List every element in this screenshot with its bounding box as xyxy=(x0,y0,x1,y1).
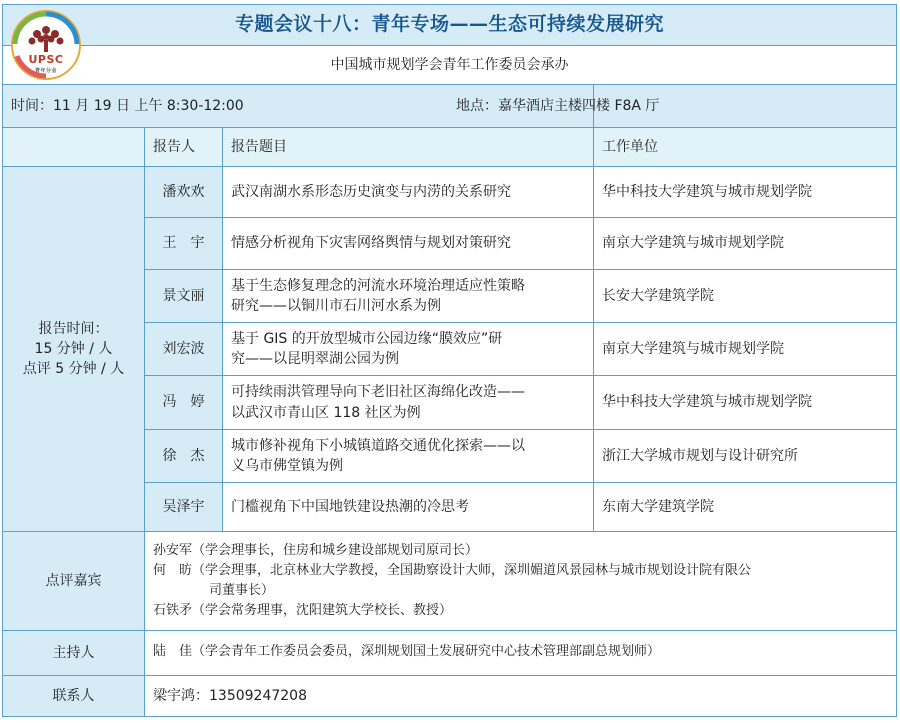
report-topic xyxy=(223,167,594,218)
speaker-name: 王 宇 xyxy=(145,218,223,269)
blank-header-cell xyxy=(3,128,145,167)
contact-info: 梁宇鸿：13509247208 xyxy=(153,687,307,704)
report-topic xyxy=(223,218,594,269)
report-unit: 长安大学建筑学院 xyxy=(594,269,897,322)
reviewer-name: 何 昉 xyxy=(153,562,193,578)
tree-logo-icon xyxy=(7,8,85,82)
speaker-name: 吴泽宇 xyxy=(145,483,223,532)
reviewer-desc: （学会理事，北京林业大学教授，全国勘察设计大师，深圳媚道风景园林与城市规划设计院有限公 xyxy=(192,562,752,578)
organizer-text: 中国城市规划学会青年工作委员会承办 xyxy=(330,56,569,73)
topic-header xyxy=(223,128,594,167)
report-time-label: 报告时间： xyxy=(38,320,109,337)
contact-label: 联系人 xyxy=(3,675,145,716)
report-topic xyxy=(223,483,594,532)
report-topic xyxy=(223,429,594,482)
report-unit: 南京大学建筑与城市规划学院 xyxy=(594,218,897,269)
report-topic-line: 以武汉市青山区 118 社区为例 xyxy=(231,404,421,421)
report-topic xyxy=(223,269,594,322)
speaker-name: 潘欢欢 xyxy=(145,167,223,218)
host-row xyxy=(3,630,897,675)
speaker-name: 刘宏波 xyxy=(145,322,223,375)
report-time-cell xyxy=(3,167,145,532)
host-label: 主持人 xyxy=(3,630,145,675)
report-topic-line: 研究——以铜川市石川河水系为例 xyxy=(231,297,441,314)
reviewer-entry xyxy=(153,541,888,561)
report-unit: 浙江大学城市规划与设计研究所 xyxy=(594,429,897,482)
host-name: 陆 佳 xyxy=(153,644,193,660)
speaker-header-text: 报告人 xyxy=(153,138,195,155)
report-topic-line: 义乌市佛堂镇为例 xyxy=(231,457,343,474)
reviewer-name: 孙安军 xyxy=(153,542,193,558)
review-time-duration: 点评 5 分钟 / 人 xyxy=(22,361,125,378)
speaker-name: 景文丽 xyxy=(145,269,223,322)
report-topic-line: 武汉南湖水系形态历史演变与内涝的关系研究 xyxy=(231,184,511,201)
reviewers-label: 点评嘉宾 xyxy=(3,532,145,630)
speaker-header xyxy=(145,128,223,167)
host-desc: （学会青年工作委员会委员，深圳规划国土发展研究中心技术管理部副总规划师） xyxy=(192,644,661,660)
topic-header-text: 报告题目 xyxy=(231,138,287,155)
unit-header-text: 工作单位 xyxy=(602,138,658,155)
contact-row xyxy=(3,675,897,716)
logo-text: UPSC xyxy=(28,53,64,66)
report-topic-line: 可持续雨洪管理导向下老旧社区海绵化改造—— xyxy=(231,384,525,401)
report-unit: 华中科技大学建筑与城市规划学院 xyxy=(594,376,897,429)
reviewers-cell xyxy=(145,532,897,630)
report-unit: 东南大学建筑学院 xyxy=(594,483,897,532)
reviewers-row xyxy=(3,532,897,630)
report-topic-line: 究——以昆明翠湖公园为例 xyxy=(231,351,399,368)
report-unit: 华中科技大学建筑与城市规划学院 xyxy=(594,167,897,218)
report-topic xyxy=(223,376,594,429)
schedule-table xyxy=(2,4,897,717)
logo-subtext: 青年分会 xyxy=(34,68,58,74)
report-topic-line: 城市修补视角下小城镇道路交通优化探索——以 xyxy=(231,437,525,454)
session-location: 地点：嘉华酒店主楼四楼 F8A 厅 xyxy=(456,97,660,114)
reviewer-entry xyxy=(153,561,888,601)
session-title: 专题会议十八：青年专场——生态可持续发展研究 xyxy=(235,13,665,36)
report-topic-line: 基于生态修复理念的河流水环境治理适应性策略 xyxy=(231,277,525,294)
report-topic-line: 基于 GIS 的开放型城市公园边缘“膜效应”研 xyxy=(231,330,503,347)
speaker-name: 冯 婷 xyxy=(145,376,223,429)
organizer-cell xyxy=(3,46,897,85)
report-topic-line: 门槛视角下中国地铁建设热潮的冷思考 xyxy=(231,498,469,515)
reviewer-desc: （学会常务理事，沈阳建筑大学校长、教授） xyxy=(192,602,453,618)
speaker-name: 徐 杰 xyxy=(145,429,223,482)
unit-header xyxy=(594,128,897,167)
reviewer-entry xyxy=(153,601,888,621)
location-cell xyxy=(456,85,897,128)
report-topic xyxy=(223,322,594,375)
reviewer-desc-continued: 司董事长） xyxy=(209,582,275,598)
host-cell xyxy=(145,630,897,675)
session-time: 时间：11 月 19 日 上午 8:30-12:00 xyxy=(11,97,244,114)
contact-cell xyxy=(145,675,897,716)
table-row xyxy=(3,167,897,218)
report-time-duration: 15 分钟 / 人 xyxy=(34,341,113,358)
report-topic-line: 情感分析视角下灾害网络舆情与规划对策研究 xyxy=(231,235,511,252)
report-unit: 南京大学建筑与城市规划学院 xyxy=(594,322,897,375)
reviewer-name: 石铁矛 xyxy=(153,602,193,618)
reviewer-desc: （学会理事长，住房和城乡建设部规划司原司长） xyxy=(192,542,479,558)
